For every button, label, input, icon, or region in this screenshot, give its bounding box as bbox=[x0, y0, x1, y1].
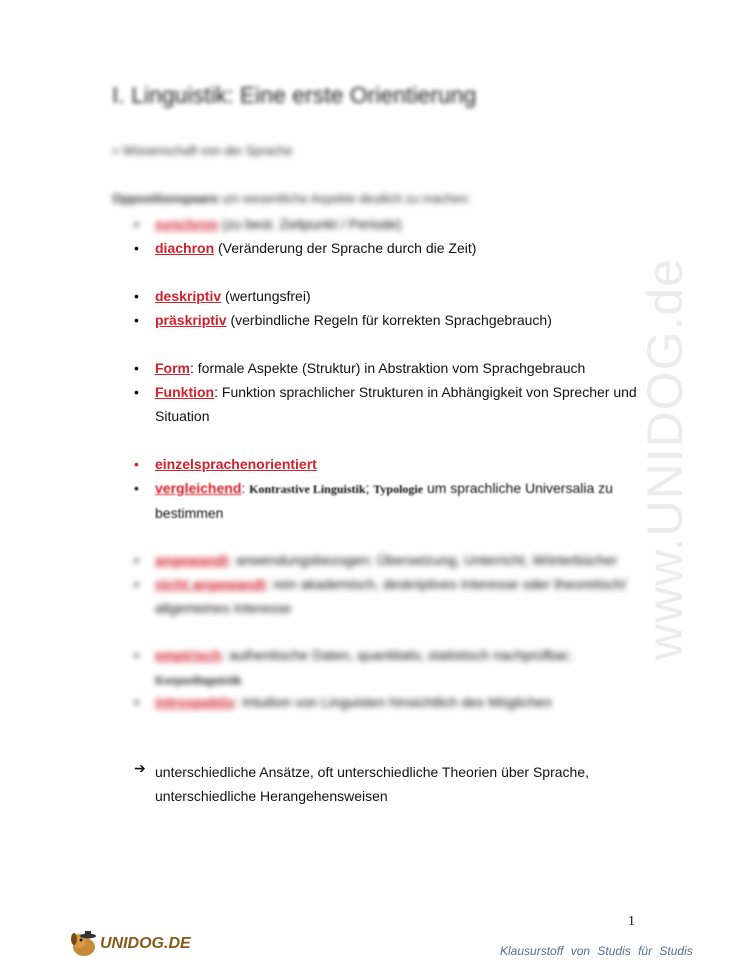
term: präskriptiv bbox=[155, 312, 227, 328]
item-text: : bbox=[241, 480, 250, 496]
bullet-icon: • bbox=[134, 216, 139, 232]
item-text: : rein akademisch, deskriptives Interesse oder theoretisch/ allgemeines Interesse bbox=[155, 576, 627, 616]
list-item bbox=[134, 690, 645, 714]
intro-rest: um wesentliche Aspekte deutlich zu machen: bbox=[218, 192, 471, 206]
bold-term: Typologie bbox=[373, 482, 424, 496]
item-text: um sprachliche Universalia zu bestimmen bbox=[155, 480, 613, 521]
footer-tagline: Klausurstoff von Studis für Studis bbox=[500, 944, 693, 958]
subtitle: = Wissenschaft von der Sprache bbox=[112, 144, 293, 158]
bullet-icon: • bbox=[134, 480, 139, 496]
unidog-logo bbox=[68, 928, 198, 960]
bullet-icon: • bbox=[134, 576, 139, 592]
term: synchron bbox=[155, 216, 219, 232]
list-item bbox=[134, 212, 645, 236]
term: vergleichend bbox=[155, 480, 242, 496]
bold-term: Kontrastive Linguistik bbox=[249, 482, 366, 496]
list-item bbox=[134, 380, 645, 428]
intro-bold: Oppositionspaare bbox=[112, 192, 219, 206]
list-item bbox=[134, 476, 645, 525]
bullet-icon: • bbox=[134, 360, 139, 376]
bullet-icon: • bbox=[134, 552, 139, 568]
list-item bbox=[134, 572, 645, 620]
logo-text: UNIDOG.DE bbox=[100, 935, 191, 952]
item-text: : anwendungsbezogen: Übersetzung, Unterricht, Wörterbücher bbox=[228, 552, 618, 568]
term: einzelsprachenorientiert bbox=[155, 456, 317, 472]
list-item bbox=[134, 284, 645, 308]
list-item bbox=[134, 356, 645, 380]
bullet-icon: • bbox=[134, 240, 139, 256]
list-item bbox=[134, 643, 645, 692]
term: diachron bbox=[155, 240, 215, 256]
arrow-right-icon: ➔ bbox=[134, 760, 146, 776]
bullet-icon: • bbox=[134, 384, 139, 400]
term: Funktion bbox=[155, 384, 215, 400]
conclusion-text: unterschiedliche Ansätze, oft unterschiedliche Theorien über Sprache, unterschiedliche Herangehensweisen bbox=[155, 764, 590, 804]
item-text: : formale Aspekte (Struktur) in Abstraktion vom Sprachgebrauch bbox=[190, 360, 586, 376]
term: empirisch bbox=[155, 647, 222, 663]
term: nicht angewandt bbox=[155, 576, 266, 592]
bullet-icon: • bbox=[134, 694, 139, 710]
list-item bbox=[134, 236, 645, 260]
item-text: (wertungsfrei) bbox=[221, 288, 311, 304]
dog-icon bbox=[68, 928, 102, 960]
item-text: : Intuition von Linguisten hinsichtlich des Möglichen bbox=[234, 694, 552, 710]
item-text: (zu best. Zeitpunkt / Periode) bbox=[218, 216, 402, 232]
item-text: (verbindliche Regeln für korrekten Sprachgebrauch) bbox=[226, 312, 552, 328]
page-title: I. Linguistik: Eine erste Orientierung bbox=[112, 82, 477, 108]
term: angewandt bbox=[155, 552, 229, 568]
item-text: (Veränderung der Sprache durch die Zeit) bbox=[214, 240, 477, 256]
intro-text bbox=[112, 192, 471, 206]
watermark: www.UNIDOG.de bbox=[637, 258, 693, 660]
bullet-icon: • bbox=[134, 647, 139, 663]
bullet-icon: • bbox=[134, 456, 139, 472]
item-text: : Funktion sprachlicher Strukturen in Abhängigkeit von Sprecher und Situation bbox=[155, 384, 637, 424]
list-item bbox=[134, 548, 645, 572]
list-item bbox=[134, 308, 645, 332]
bullet-icon: • bbox=[134, 288, 139, 304]
separator: ; bbox=[365, 480, 374, 496]
term: introspektiv bbox=[155, 694, 235, 710]
bold-term: Korpuslinguistik bbox=[155, 673, 242, 687]
item-text: : authentische Daten, quantitativ, statistisch nachprüfbar; bbox=[221, 647, 572, 663]
bullet-icon: • bbox=[134, 312, 139, 328]
page-number: 1 bbox=[628, 914, 635, 929]
term: Form bbox=[155, 360, 190, 376]
list-item bbox=[134, 452, 645, 476]
term: deskriptiv bbox=[155, 288, 222, 304]
